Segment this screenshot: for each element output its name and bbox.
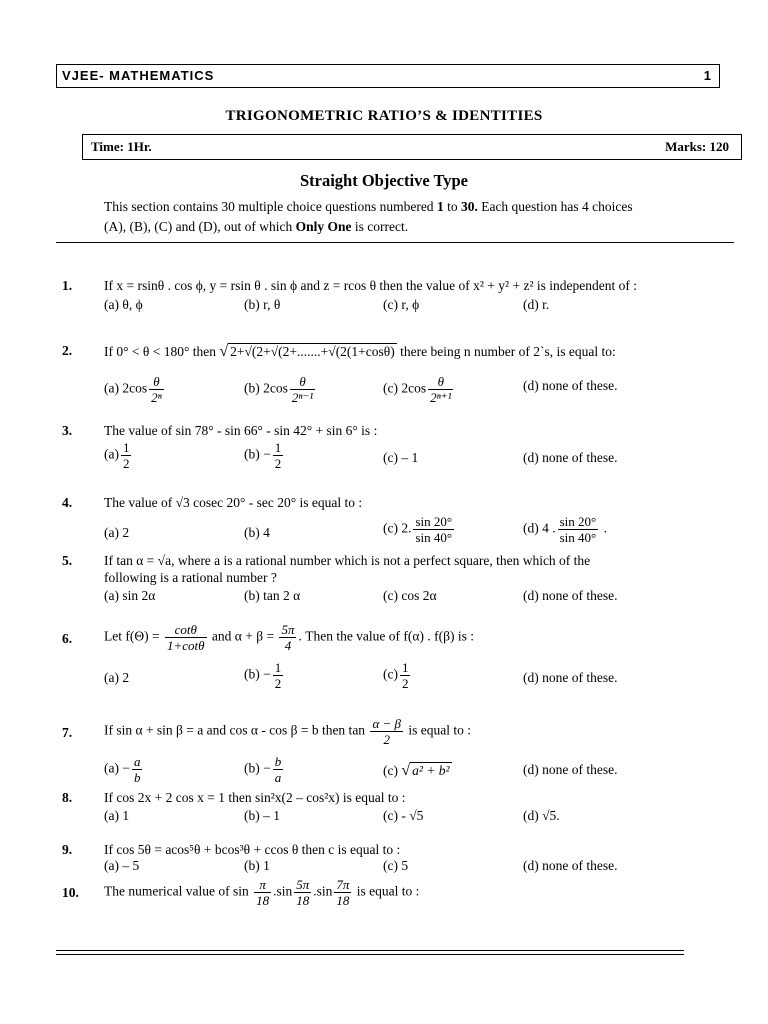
option-a: (a) 2 bbox=[104, 525, 130, 540]
option-c: (c) r, ϕ bbox=[383, 297, 420, 312]
option-b: (b) r, θ bbox=[244, 297, 281, 312]
option-a: (a) sin 2α bbox=[104, 588, 156, 603]
option-c: (c) 2. $\frac{\sin 20^\circ}{\sin 40^\circ}$ bbox=[383, 514, 453, 545]
option-b: (b) 2cos $\frac{\theta}{\text{2ⁿ⁻¹}}$ bbox=[244, 374, 314, 405]
question-text: Let f(Θ) = $\frac{\cot\theta}{1+\cot\theta}$ and α + β = $\frac{5\pi}{4}$ . Then the value of f(α) . f(β) is : bbox=[104, 622, 474, 653]
option-a: (a) – 5 bbox=[104, 858, 140, 873]
instructions-line-2: (A), (B), (C) and (D), out of which Only One is correct. bbox=[104, 219, 409, 234]
question-5-continued bbox=[0, 570, 768, 590]
option-b: (b) 4 bbox=[244, 525, 270, 540]
question-6 bbox=[0, 622, 768, 653]
section-divider bbox=[56, 242, 734, 243]
option-a: (a) 2cos $\frac{\theta}{\text{2ⁿ}}$ bbox=[104, 374, 162, 405]
option-d: (d) none of these. bbox=[523, 858, 618, 873]
question-number: 2. bbox=[62, 343, 73, 358]
option-c: (c) – 1 bbox=[383, 450, 419, 465]
section-instructions bbox=[104, 197, 730, 237]
question-text: If tan α = √a, where a is a rational number which is not a perfect square, then which of the bbox=[104, 553, 591, 568]
option-d: (d) none of these. bbox=[523, 762, 618, 777]
option-b: (b) − $\frac{1}{2}$ bbox=[244, 440, 282, 471]
question-9-options bbox=[0, 858, 768, 878]
exam-time: Time: 1Hr. bbox=[91, 139, 152, 154]
question-text: If cos 5θ = acos⁵θ + bcos³θ + ccos θ then c is equal to : bbox=[104, 842, 401, 857]
question-number: 3. bbox=[62, 423, 73, 438]
question-number: 8. bbox=[62, 790, 73, 805]
question-8 bbox=[0, 790, 768, 810]
question-3-options bbox=[0, 440, 768, 471]
option-d: (d) none of these. bbox=[523, 588, 618, 603]
question-text-after: there being n number of 2`s, is equal to: bbox=[400, 344, 616, 359]
option-b: (b) tan 2 α bbox=[244, 588, 301, 603]
question-4-options bbox=[0, 514, 768, 545]
footer-rule-bottom bbox=[56, 954, 684, 955]
section-title: Straight Objective Type bbox=[299, 171, 469, 190]
question-text-before: If 0° < θ < 180° then bbox=[104, 344, 216, 359]
question-10 bbox=[0, 877, 768, 908]
option-c: (c) - √5 bbox=[383, 808, 424, 823]
instructions-line-1: This section contains 30 multiple choice questions numbered 1 to 30. Each question has 4 choices bbox=[104, 199, 633, 214]
nested-radical: 2+√(2+√(2+.......+√(2(1+cosθ) bbox=[230, 344, 395, 359]
question-7 bbox=[0, 716, 768, 747]
option-b: (b) 1 bbox=[244, 858, 270, 873]
question-5-options bbox=[0, 588, 768, 608]
question-text: If sin α + sin β = a and cos α - cos β = b then tan $\frac{\alpha - \beta}{2}$ is equal to : bbox=[104, 716, 472, 747]
option-b: (b) − $\frac{b}{a}$ bbox=[244, 754, 282, 785]
question-number: 1. bbox=[62, 278, 73, 293]
option-c: (c) 5 bbox=[383, 858, 409, 873]
question-text-line2: following is a rational number ? bbox=[104, 570, 277, 585]
chapter-title: TRIGONOMETRIC RATIO’S & IDENTITIES bbox=[225, 108, 543, 124]
question-text: If x = rsinθ . cos ϕ, y = rsin θ . sin ϕ and z = rcos θ then the value of x² + y² + z² is independent of : bbox=[104, 278, 637, 293]
question-number: 7. bbox=[62, 725, 73, 740]
question-number: 9. bbox=[62, 842, 73, 857]
exam-info-box bbox=[82, 134, 742, 160]
question-number: 10. bbox=[62, 885, 79, 900]
option-d: (d) none of these. bbox=[523, 450, 618, 465]
question-number: 5. bbox=[62, 553, 73, 568]
option-a: (a) 2 bbox=[104, 670, 130, 685]
question-text: The numerical value of sin $\frac{\pi}{18}$ .sin $\frac{5\pi}{18}$ .sin $\frac{7\pi}{18}$ is equal to : bbox=[104, 877, 420, 908]
option-c: (c) 2cos $\frac{\theta}{\text{2ⁿ⁺¹}}$ bbox=[383, 374, 452, 405]
option-c: (c) cos 2α bbox=[383, 588, 437, 603]
option-d: (d) √5. bbox=[523, 808, 560, 823]
option-a: (a) − $\frac{a}{b}$ bbox=[104, 754, 141, 785]
option-a: (a) $\frac{1}{2}$ bbox=[104, 440, 130, 471]
option-b: (b) − $\frac{1}{2}$ bbox=[244, 660, 282, 691]
question-text: The value of √3 cosec 20° - sec 20° is equal to : bbox=[104, 495, 363, 510]
question-4 bbox=[0, 495, 768, 515]
question-6-options bbox=[0, 660, 768, 691]
option-c: (c) √ a² + b² bbox=[383, 762, 450, 779]
option-a: (a) θ, ϕ bbox=[104, 297, 143, 312]
question-1-options bbox=[0, 297, 768, 317]
footer-rule-top bbox=[56, 950, 684, 951]
question-number: 6. bbox=[62, 631, 73, 646]
option-d: (d) r. bbox=[523, 297, 550, 312]
exam-marks: Marks: 120 bbox=[665, 139, 729, 154]
option-c: (c) $\frac{1}{2}$ bbox=[383, 660, 409, 691]
option-b: (b) – 1 bbox=[244, 808, 280, 823]
option-d: (d) 4 . $\frac{\sin 20^\circ}{\sin 40^\circ}$ . bbox=[523, 514, 607, 545]
question-1 bbox=[0, 278, 768, 298]
header-subject: VJEE- MATHEMATICS bbox=[62, 68, 215, 83]
question-2 bbox=[0, 343, 768, 363]
question-7-options bbox=[0, 754, 768, 785]
option-a: (a) 1 bbox=[104, 808, 130, 823]
option-d: (d) none of these. bbox=[523, 670, 618, 685]
option-d: (d) none of these. bbox=[523, 378, 618, 393]
question-text: If 0° < θ < 180° then √ 2+√(2+√(2+.......+√(2(1+cosθ) there being n number of 2`s, is equal to: bbox=[104, 343, 616, 360]
question-8-options bbox=[0, 808, 768, 828]
question-2-options bbox=[0, 370, 768, 405]
page-number: 1 bbox=[703, 68, 711, 83]
page-header bbox=[56, 64, 720, 88]
question-text: The value of sin 78° - sin 66° - sin 42° + sin 6° is : bbox=[104, 423, 378, 438]
question-number: 4. bbox=[62, 495, 73, 510]
question-text: If cos 2x + 2 cos x = 1 then sin²x(2 – cos²x) is equal to : bbox=[104, 790, 406, 805]
